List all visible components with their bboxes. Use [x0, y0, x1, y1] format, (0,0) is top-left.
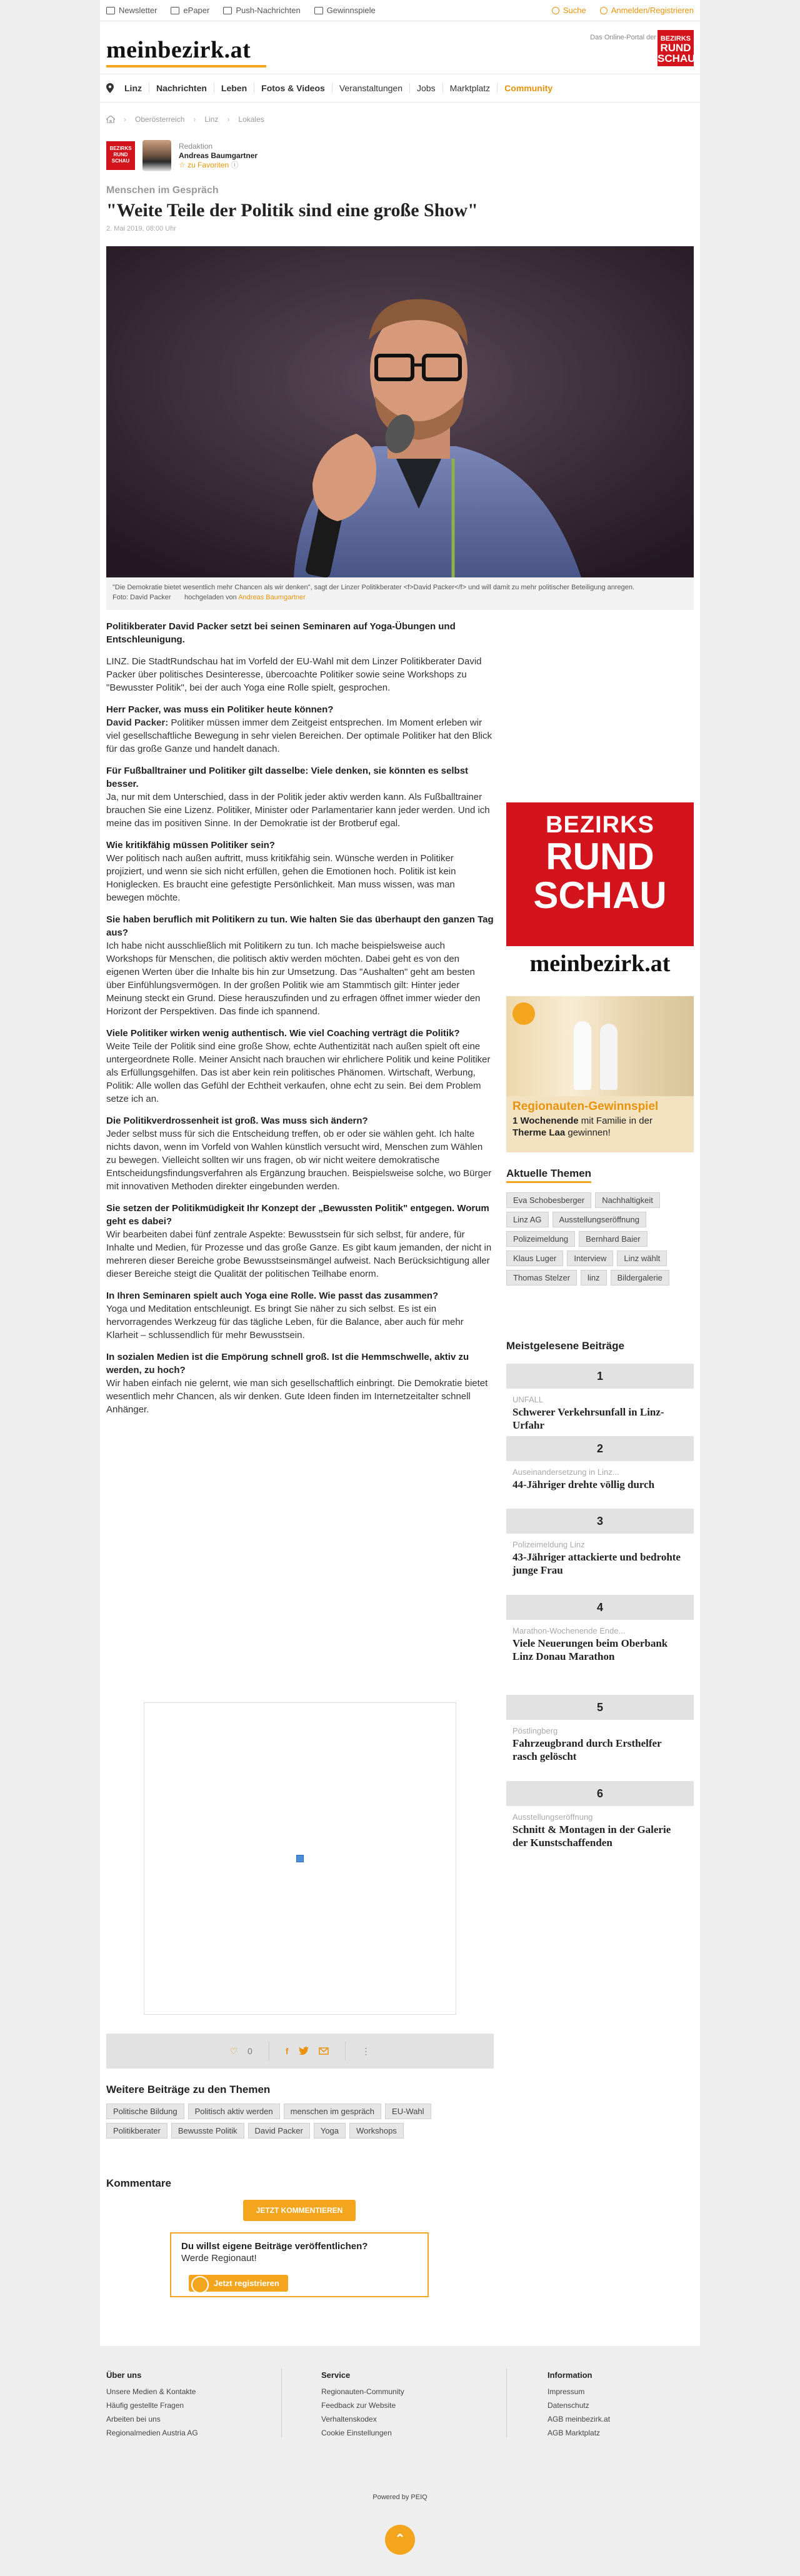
giveaway-mid: mit Familie in der: [578, 1116, 652, 1126]
gewinnspiele-link[interactable]: [314, 6, 376, 15]
nav-item-veranstaltungen[interactable]: Veranstaltungen: [332, 83, 410, 93]
most-read-item[interactable]: [506, 1595, 694, 1663]
gift-icon: [314, 7, 323, 14]
add-favorite-link[interactable]: [179, 161, 258, 170]
qa-answer: Wir haben einfach nie gelernt, wie man sich gesellschaftlich einbringt. Die Demokratie bietet wesentlich mehr Chancen, als wir denken. Gute Ideen finden im Internetzeitalter schnell Anhänger.: [106, 1378, 488, 1415]
bz-logo-line1: BEZIRKS: [660, 35, 691, 42]
share-group: [269, 2042, 346, 2060]
topic-tag[interactable]: Workshops: [349, 2123, 404, 2139]
comment-now-button[interactable]: JETZT KOMMENTIEREN: [243, 2200, 356, 2221]
bz-ad-line1: BEZIRKS: [546, 812, 654, 838]
rank-headline: Schnitt & Montagen in der Galerie der Kunstschaffenden: [512, 1824, 671, 1849]
footer-link[interactable]: Arbeiten bei uns: [106, 2415, 161, 2424]
qa-question: Wie kritikfähig müssen Politiker sein?: [106, 840, 275, 851]
hero-photo[interactable]: [106, 246, 694, 577]
qa-question: Für Fußballtrainer und Politiker gilt dasselbe: Viele denken, sie könnten es selbst besser.: [106, 766, 469, 789]
footer-link[interactable]: Datenschutz: [548, 2401, 589, 2410]
nav-item-linz[interactable]: Linz: [118, 83, 149, 93]
giveaway-person-1: [574, 1021, 591, 1090]
epaper-link[interactable]: [171, 6, 209, 15]
facebook-icon[interactable]: f: [285, 2046, 289, 2056]
topic-tag[interactable]: Bewusste Politik: [171, 2123, 244, 2139]
newspaper-icon: [171, 7, 179, 14]
footer-link[interactable]: Feedback zur Website: [321, 2401, 396, 2410]
footer-heading: Information: [548, 2370, 592, 2380]
topic-tag[interactable]: Linz wählt: [617, 1251, 667, 1266]
current-topics-title: Aktuelle Themen: [506, 1167, 591, 1183]
rank-number: 3: [506, 1509, 694, 1534]
topic-tag[interactable]: Polizeimeldung: [506, 1231, 575, 1247]
footer-divider: [281, 2369, 282, 2437]
author-name[interactable]: Andreas Baumgartner: [179, 151, 258, 160]
hero-photo-illustration: [106, 246, 694, 577]
qa-block: [106, 1027, 494, 1106]
topic-tag[interactable]: Politisch aktiv werden: [188, 2104, 280, 2119]
rank-number: 5: [506, 1695, 694, 1720]
favorite-label: zu Favoriten: [188, 160, 229, 169]
breadcrumb-separator: ›: [193, 115, 196, 124]
author-avatar[interactable]: [142, 140, 171, 171]
qa-answer: Yoga und Meditation entschleunigt. Es bringt Sie näher zu sich selbst. Es ist ein hervorragendes Werkzeug für das tägliche Leben, für die Balance, aber auch für mehr Klarheit – schlussendlich für mehr Bewusstsein.: [106, 1304, 464, 1340]
rank-number: 2: [506, 1436, 694, 1461]
rank-category: Polizeimeldung Linz: [512, 1540, 585, 1549]
photo-caption: [106, 577, 694, 610]
qa-block: [106, 1289, 494, 1342]
qa-block: [106, 764, 494, 830]
footer-link[interactable]: AGB meinbezirk.at: [548, 2415, 611, 2424]
like-count: 0: [248, 2046, 252, 2056]
topic-tag[interactable]: EU-Wahl: [385, 2104, 431, 2119]
qa-question: In sozialen Medien ist die Empörung schnell groß. Ist die Hemmschwelle, aktiv zu werden, zu hoch?: [106, 1352, 469, 1375]
search-label: Suche: [562, 6, 586, 15]
qa-block: [106, 1114, 494, 1193]
footer-col-about: [106, 2369, 198, 2440]
qa-question: Viele Politiker wirken wenig authentisch. Wie viel Coaching verträgt die Politik?: [106, 1028, 460, 1039]
qa-answer: Ich habe nicht ausschließlich mit Politikern zu tun. Ich mache beispielsweise auch Workshops für Menschen, die politisch aktiv werden möchten. Dabei geht es von den eigenen Werten über die Inhalte bis hin zur Umsetzung. Das "Aushalten" geht am besten über Einfühlungsvermögen. In der großen Politik wie am Stammtisch gilt: Hinter jeder Meinung steckt ein Grund. Diese herauszufinden und zu erfragen öffnet immer wieder den Horizont der Perspektiven. Das finde ich spannend.: [106, 941, 481, 1017]
giveaway-end: gewinnen!: [565, 1127, 611, 1138]
author-meta: [179, 142, 258, 170]
rank-number: 1: [506, 1364, 694, 1389]
qa-answer: Wer politisch nach außen auftritt, muss kritikfähig sein. Wünsche werden in Politiker projiziert, und wenn sie sich nicht erfüllen, gehen die Emotionen hoch. Politik ist kein Honiglecken. Es braucht eine gefestigte Persönlichkeit. Man muss wissen, was man bewegen möchte.: [106, 853, 456, 903]
bz-logo-line2: RUND: [660, 42, 691, 54]
most-read-item[interactable]: [506, 1695, 694, 1763]
gewinnspiele-label: Gewinnspiele: [326, 6, 376, 15]
rank-category: Pöstlingberg: [512, 1726, 558, 1735]
footer-link[interactable]: Häufig gestellte Fragen: [106, 2401, 184, 2410]
logo-underline: [106, 65, 266, 67]
author-box: [106, 140, 258, 171]
nav-item-nachrichten[interactable]: Nachrichten: [149, 83, 214, 93]
rank-category: Marathon-Wochenende Ende...: [512, 1626, 626, 1635]
topic-tag[interactable]: Klaus Luger: [506, 1251, 563, 1266]
author-role: Redaktion: [179, 141, 213, 151]
footer-link[interactable]: Impressum: [548, 2387, 585, 2396]
breadcrumb: [106, 115, 264, 124]
bz-ad-line2: RUND: [546, 836, 654, 877]
back-to-top-button[interactable]: [385, 2525, 415, 2555]
qa-answer: Weite Teile der Politik sind eine große Show, echte Authentizität nach außen spielt oft eine untergeordnete Rolle. Meiner Ansicht nach brauchen wir ehrlichere Politik und keine Politiker als Erfüllungsgehilfen. Das ist aber kein rein politisches Phänomen. Wirtschaft, Werbung, Politik: Alle wollen das Gefühl der Echtheit verkaufen, ohne echt zu sein. Bei dem Problem setze ich an.: [106, 1041, 491, 1104]
comments-title: Kommentare: [106, 2177, 171, 2189]
topic-tag[interactable]: Linz AG: [506, 1212, 549, 1227]
related-tags: [106, 2104, 494, 2139]
search-icon: [552, 7, 559, 14]
article-category: Menschen im Gespräch: [106, 185, 219, 196]
nav-item-fotos-videos[interactable]: Fotos & Videos: [254, 83, 332, 93]
rank-category: UNFALL: [512, 1395, 544, 1404]
bz-ad-line3: SCHAU: [533, 874, 667, 916]
home-icon[interactable]: [106, 116, 115, 123]
qa-speaker: David Packer:: [106, 717, 169, 728]
qa-question: Herr Packer, was muss ein Politiker heute können?: [106, 704, 334, 715]
embedded-content-frame[interactable]: [144, 1702, 456, 2015]
qa-answer: Ja, nur mit dem Unterschied, dass in der Politik jeder aktiv werden kann. Als Fußballtrainer brauchen Sie eine Lizenz. Politiker, Minister oder Parlamentarier kann jeder werden. Und ich meine das im positiven Sinne. In der Demokratie ist der Brotberuf egal.: [106, 792, 490, 829]
rank-headline: Fahrzeugbrand durch Ersthelfer rasch gelöscht: [512, 1737, 662, 1762]
user-icon: [600, 7, 608, 14]
newsletter-link[interactable]: [106, 6, 157, 15]
uploaded-by-label: hochgeladen von: [184, 594, 237, 601]
nav-item-jobs[interactable]: Jobs: [410, 83, 443, 93]
rank-number: 4: [506, 1595, 694, 1620]
push-label: Push-Nachrichten: [236, 6, 301, 15]
footer-divider: [506, 2369, 507, 2437]
footer-link[interactable]: Regionalmedien Austria AG: [106, 2429, 198, 2437]
topic-tag[interactable]: Bernhard Baier: [579, 1231, 647, 1247]
qa-block: [106, 913, 494, 1018]
qa-answer: Wir bearbeiten dabei fünf zentrale Aspekte: Bewusstsein für sich selbst, für andere, für Inhalte und Medien, für Prozesse und das große Ganze. Es gibt kaum jemanden, der nicht in mehreren dieser Bereiche grobe Bewusstseinsmängel aufweist. Nach Berücksichtigung aller dieser Bereiche steigt die Qualität der politischen Teilhabe enorm.: [106, 1229, 492, 1279]
qa-question: Die Politikverdrossenheit ist groß. Was muss sich ändern?: [106, 1116, 368, 1126]
site-header: [100, 21, 700, 74]
breadcrumb-separator: ›: [124, 115, 126, 124]
rank-category: Ausstellungseröffnung: [512, 1812, 593, 1822]
more-group: [346, 2042, 387, 2060]
nav-item-leben[interactable]: Leben: [214, 83, 254, 93]
topic-tag[interactable]: Interview: [567, 1251, 613, 1266]
rank-headline: Viele Neuerungen beim Oberbank Linz Donau Marathon: [512, 1637, 668, 1662]
search-link[interactable]: [552, 6, 586, 15]
regionaut-badge-icon: [512, 1002, 535, 1025]
portal-text: Das Online-Portal der: [590, 34, 656, 41]
giveaway-text: [506, 1114, 694, 1140]
breadcrumb-linz[interactable]: Linz: [204, 115, 219, 124]
qa-block: [106, 1350, 494, 1416]
topic-tag[interactable]: Yoga: [314, 2123, 346, 2139]
register-label: Jetzt registrieren: [214, 2279, 279, 2288]
broken-image-icon: [296, 1855, 304, 1862]
rank-headline: 44-Jähriger drehte völlig durch: [512, 1479, 655, 1490]
star-icon: ☆: [179, 160, 188, 169]
current-topics-tags: [506, 1192, 694, 1286]
topic-tag[interactable]: Politikberater: [106, 2123, 168, 2139]
more-options-icon[interactable]: ⋮: [361, 2045, 371, 2056]
promo-heading: Du willst eigene Beiträge veröffentlichen?: [181, 2241, 368, 2252]
breadcrumb-lokales[interactable]: Lokales: [238, 115, 264, 124]
rank-number: 6: [506, 1781, 694, 1806]
twitter-icon[interactable]: [299, 2047, 309, 2055]
giveaway-bold2: Therme Laa: [512, 1127, 566, 1138]
rank-headline: 43-Jähriger attackierte und bedrohte junge Frau: [512, 1551, 681, 1576]
info-icon[interactable]: ⓘ: [231, 160, 239, 169]
topic-tag[interactable]: Politische Bildung: [106, 2104, 184, 2119]
footer-link[interactable]: Verhaltenskodex: [321, 2415, 377, 2424]
site-logo[interactable]: meinbezirk.at: [106, 37, 251, 63]
article-intro: LINZ. Die StadtRundschau hat im Vorfeld der EU-Wahl mit dem Linzer Politikberater David Packer über politisches Desinteresse, übercoachte Politiker sowie seine Workshops zu "Bewusster Politik", bei der auch Yoga eine Rolle spielt, gesprochen.: [106, 656, 482, 693]
bz-ad-url: meinbezirk.at: [529, 951, 671, 977]
qa-question: Sie haben beruflich mit Politikern zu tun. Wie halten Sie das überhaupt den ganzen Tag aus?: [106, 914, 494, 938]
publisher-logo: [106, 141, 135, 170]
email-share-icon[interactable]: [319, 2047, 329, 2055]
like-group: [213, 2042, 269, 2060]
bz-logo-line3: SCHAU: [658, 52, 696, 64]
regionaut-promo: [170, 2232, 429, 2297]
push-link[interactable]: [223, 6, 300, 15]
caption-text: "Die Demokratie bietet wesentlich mehr Chancen als wir denken", sagt der Linzer Politikberater <f>David Packer</f> und will damit zu mehr politischer Beteiligung anregen.: [112, 584, 635, 591]
most-read-item[interactable]: [506, 1436, 694, 1491]
giveaway-person-2: [600, 1024, 618, 1090]
location-pin-icon: [106, 83, 114, 93]
nav-item-marktplatz[interactable]: Marktplatz: [443, 83, 498, 93]
topic-tag[interactable]: Eva Schobesberger: [506, 1192, 591, 1208]
most-read-item[interactable]: [506, 1509, 694, 1577]
qa-question: Sie setzen der Politikmüdigkeit Ihr Konzept der „Bewussten Politik" entgegen. Worum geht es dabei?: [106, 1203, 489, 1227]
uploader-link[interactable]: Andreas Baumgartner: [238, 594, 306, 601]
main-nav: [100, 74, 700, 102]
qa-block: [106, 839, 494, 904]
qa-block: [106, 1202, 494, 1281]
share-bar: [106, 2034, 494, 2069]
login-label: Anmelden/Registrieren: [611, 6, 694, 15]
rank-headline: Schwerer Verkehrsunfall in Linz-Urfahr: [512, 1406, 664, 1431]
mail-icon: [106, 7, 115, 14]
topic-tag[interactable]: Thomas Stelzer: [506, 1270, 577, 1286]
giveaway-title: Regionauten-Gewinnspiel: [512, 1100, 659, 1113]
topic-tag[interactable]: linz: [581, 1270, 607, 1286]
publisher-logo-line1: BEZIRKS: [109, 146, 132, 151]
epaper-label: ePaper: [183, 6, 210, 15]
article-date: 2. Mai 2019, 08:00 Uhr: [106, 225, 176, 232]
rank-category: Auseinandersetzung in Linz...: [512, 1467, 619, 1477]
qa-answer: Jeder selbst muss für sich die Entscheidung treffen, ob er oder sie wählen geht. Ich halte nichts davon, wenn im Vorfeld von Wahlen künstlich versucht wird, Menschen zum Wählen zu bewegen. Vielleicht sollten wir uns fragen, ob wir nicht weitere demokratische Entscheidungsfindungsverfahren als Ergänzung brauchen. Beispielsweise solche, wo Bürger mit innovativen Methoden direkter eingebunden werden.: [106, 1129, 492, 1192]
topic-tag[interactable]: Nachhaltigkeit: [595, 1192, 660, 1208]
heart-icon[interactable]: ♡: [229, 2045, 238, 2056]
bz-ad-banner: [506, 802, 694, 946]
top-utility-bar: [100, 0, 700, 21]
powered-by[interactable]: Powered by PEIQ: [372, 2494, 428, 2501]
publisher-logo-line3: SCHAU: [111, 158, 130, 164]
related-topics-title: Weitere Beiträge zu den Themen: [106, 2084, 271, 2095]
ad-slot-top: [506, 621, 694, 777]
promo-subline: Werde Regionaut!: [181, 2253, 257, 2264]
qa-answer: Politiker müssen immer dem Zeitgeist entsprechen. Im Moment erleben wir viel gesellschaftliche Bewegung in sehr vielen Bereichen. Der optimale Politiker hat den Blick für das große Ganze und handelt danach.: [106, 717, 492, 754]
footer-col-information: [548, 2369, 610, 2440]
nav-item-community[interactable]: Community: [504, 83, 553, 93]
bezirksrundschau-logo[interactable]: [658, 30, 694, 66]
bell-icon: [223, 7, 232, 14]
login-link[interactable]: [600, 6, 694, 15]
breadcrumb-oberoesterreich[interactable]: Oberösterreich: [135, 115, 185, 124]
footer-heading: Über uns: [106, 2370, 142, 2380]
giveaway-image: [506, 996, 694, 1096]
most-read-item[interactable]: [506, 1364, 694, 1432]
content-card: [100, 102, 700, 2346]
footer-col-service: [321, 2369, 404, 2440]
qa-question: In Ihren Seminaren spielt auch Yoga eine Rolle. Wie passt das zusammen?: [106, 1290, 439, 1301]
chevron-up-icon: ⌃: [394, 2532, 406, 2546]
topic-tag[interactable]: Ausstellungseröffnung: [552, 1212, 646, 1227]
footer-heading: Service: [321, 2370, 351, 2380]
newsletter-label: Newsletter: [119, 6, 158, 15]
most-read-item[interactable]: [506, 1781, 694, 1849]
footer-link[interactable]: Unsere Medien & Kontakte: [106, 2387, 196, 2396]
photo-credit: Foto: David Packer: [112, 594, 171, 601]
bezirksrundschau-ad[interactable]: [506, 802, 694, 981]
article-lead: Politikberater David Packer setzt bei seinen Seminaren auf Yoga-Übungen und Entschleunigung.: [106, 621, 456, 645]
publisher-logo-line2: RUND: [113, 152, 128, 157]
topic-tag[interactable]: menschen im gespräch: [284, 2104, 381, 2119]
breadcrumb-separator: ›: [227, 115, 230, 124]
register-button[interactable]: [189, 2275, 288, 2292]
giveaway-teaser[interactable]: [506, 996, 694, 1152]
most-read-title: Meistgelesene Beiträge: [506, 1340, 624, 1352]
footer-link[interactable]: Cookie Einstellungen: [321, 2429, 392, 2437]
footer-link[interactable]: AGB Marktplatz: [548, 2429, 601, 2437]
topic-tag[interactable]: Bildergalerie: [611, 1270, 669, 1286]
qa-block: [106, 703, 494, 756]
article-title: "Weite Teile der Politik sind eine große Show": [106, 200, 478, 221]
giveaway-bold: 1 Wochenende: [512, 1116, 579, 1126]
regionaut-icon: [191, 2276, 209, 2294]
article-body: [106, 620, 494, 1425]
topic-tag[interactable]: David Packer: [248, 2123, 310, 2139]
footer-link[interactable]: Regionauten-Community: [321, 2387, 404, 2396]
